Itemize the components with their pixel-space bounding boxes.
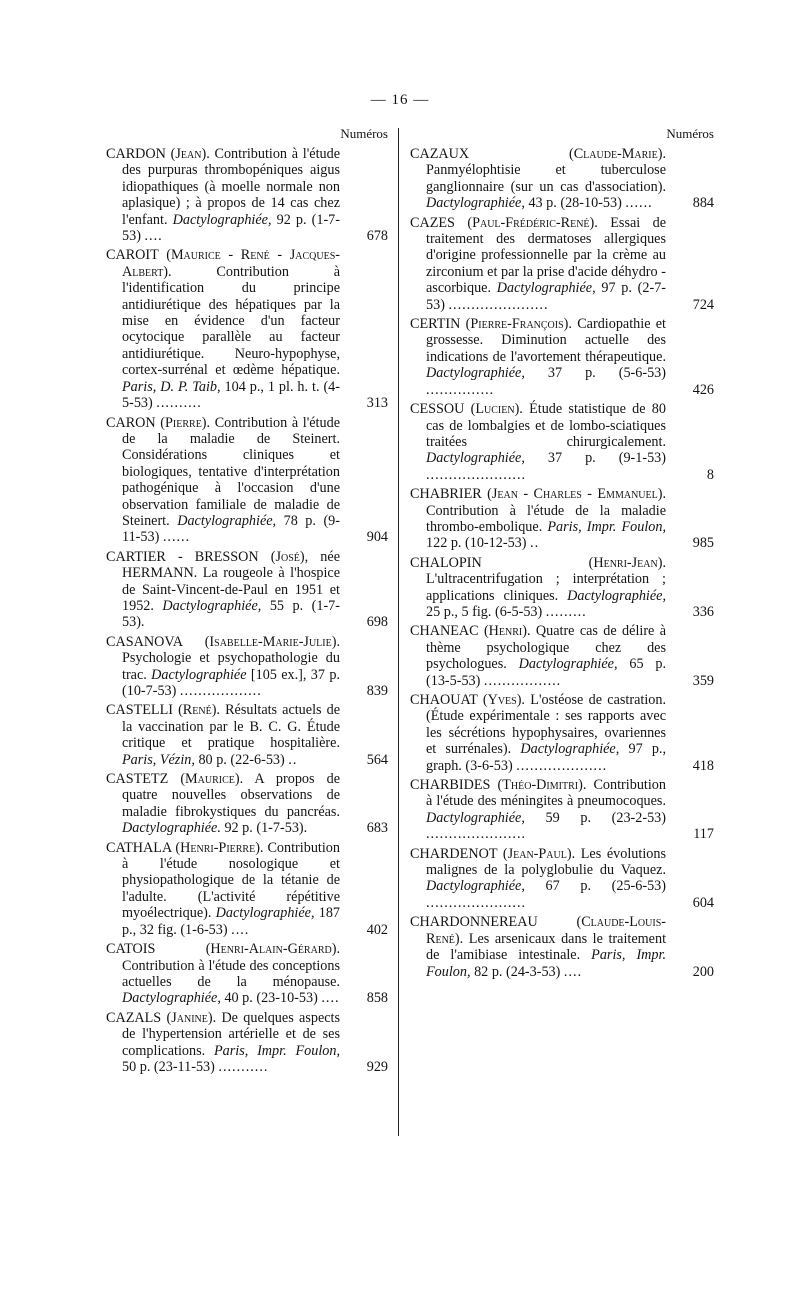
given-names: (Pierre). <box>160 414 211 431</box>
author-name: CHARDENOT <box>410 845 498 862</box>
leader-dots: ...... <box>625 195 653 212</box>
given-names: (Janine). <box>166 1009 217 1026</box>
given-names: (Henri-Pierre). <box>175 839 264 856</box>
publication-info: Dactylographiée, <box>172 211 272 228</box>
given-names: (Lucien). <box>470 401 523 418</box>
publication-info: Dactylographiée, <box>426 450 525 467</box>
publication-info: Dactylographiée, <box>496 280 596 297</box>
entry-number: 426 <box>692 381 714 398</box>
entry-number: 418 <box>692 757 714 774</box>
publication-info: Paris, Impr. Foulon, <box>547 518 666 535</box>
entry-number: 698 <box>366 614 388 631</box>
entry-title: Contribution à l'étude nosologique et physiopathologique de la tétanie de l'adulte. (L'activité répétitive myoélectrique). <box>122 839 340 922</box>
entry-title: Contribution à l'étude de la maladie de Steinert. Considérations cliniques et biologiques, tentative d'interprétation pathogénique à l'occasion d'une observation familiale de maladie de Steinert. <box>122 414 340 529</box>
author-name: CASTETZ <box>106 771 169 788</box>
bibliography-entry <box>410 777 714 843</box>
entry-number: 604 <box>692 894 714 911</box>
pagination-date: 122 p. (10-12-53) <box>426 535 527 552</box>
leader-dots: .......... <box>156 395 202 412</box>
bibliography-entry <box>106 146 388 244</box>
given-names: (Maurice - René - Jacques-Albert). <box>122 247 340 280</box>
author-name: CATHALA <box>106 839 172 856</box>
publication-info: Dactylographiée <box>151 666 247 683</box>
leader-dots: ...................... <box>426 826 527 843</box>
bibliography-entry <box>106 771 388 837</box>
entry-title: Contribution à l'étude des purpuras thrombopéniques aigus idiopathiques (à moelle normale non aplasique) ; à propos de 14 cas chez l'enfant. <box>122 146 341 228</box>
publication-info: Dactylographiée, <box>520 741 620 758</box>
given-names: (Claude-Marie). <box>568 146 666 162</box>
bibliography-entry <box>410 486 714 552</box>
left-column <box>106 126 388 1078</box>
entry-number: 985 <box>692 535 714 552</box>
author-name: CHARBIDES <box>410 777 491 794</box>
leader-dots: ................. <box>483 672 562 689</box>
author-name: CAROIT <box>106 247 159 264</box>
entry-title: Panmyélophtisie et tuberculose ganglionnaire (sur un cas d'association). <box>426 162 666 195</box>
numeros-header-left: Numéros <box>340 126 388 141</box>
entry-title: Contribution à l'étude des conceptions actuelles de la ménopause. <box>122 957 340 990</box>
bibliography-entry <box>410 692 714 774</box>
author-name: CHABRIER <box>410 486 482 503</box>
column-divider <box>398 128 399 1136</box>
leader-dots: .. <box>530 535 540 552</box>
bibliography-entry <box>106 634 388 700</box>
pagination-date: 37 p. (5-6-53) <box>547 365 666 382</box>
publication-info: Dactylographiée, <box>518 656 618 673</box>
bibliography-entry <box>410 316 714 398</box>
entry-title: Étude statistique de 80 cas de lombalgies et de lombo-sciatiques traitées chirurgicalement. <box>426 401 666 450</box>
author-name: CASANOVA <box>106 633 183 650</box>
author-name: CHANEAC <box>410 623 479 640</box>
pagination-date: 80 p. (22-6-53) <box>198 751 285 768</box>
publication-info: Dactylographiée, <box>215 905 315 922</box>
given-names: (Théo-Dimitri). <box>497 777 587 794</box>
entry-number: 336 <box>692 603 714 620</box>
entry-title: Les évolutions malignes de la polyglobulie du Vaquez. <box>426 845 666 879</box>
given-names: (Jean-Paul). <box>502 845 576 862</box>
given-names: (Isabelle-Marie-Julie). <box>204 633 340 650</box>
leader-dots: .................... <box>516 757 608 774</box>
entry-title: Contribution à l'étude de la maladie thrombo-embolique. <box>426 502 666 535</box>
entry-number: 839 <box>366 683 388 699</box>
pagination-date: 82 p. (24-3-53) <box>474 963 561 980</box>
author-name: CARDON <box>106 146 166 162</box>
entry-title: De quelques aspects de l'hypertension artérielle et de ses complications. <box>122 1009 340 1059</box>
given-names: (Henri-Jean). <box>588 554 666 571</box>
given-names: (José), <box>270 548 309 565</box>
pagination-date: 37 p. (9-1-53) <box>547 450 666 467</box>
bibliography-entry <box>410 215 714 313</box>
entry-title: Essai de traitement des dermatoses allergiques d'origine professionnelle par la crème au zirconium et par la prise d'acide déhydro - ascorbique. <box>426 214 667 297</box>
leader-dots: ......... <box>545 603 587 620</box>
entry-number: 200 <box>692 963 714 980</box>
entry-number: 724 <box>692 296 714 313</box>
publication-info: Dactylographiée, <box>426 809 525 826</box>
numeros-header-right: Numéros <box>666 126 714 141</box>
pagination-date: 55 p. (1-7-53). <box>122 597 340 631</box>
publication-info: Dactylographiée. <box>122 820 221 837</box>
bibliography-entry <box>106 941 388 1007</box>
author-name: CHARDONNEREAU <box>410 914 538 931</box>
bibliography-entry <box>410 146 714 212</box>
leader-dots: .... <box>563 963 583 980</box>
given-names: (Paul-Frédéric-René). <box>467 214 598 231</box>
right-column <box>410 126 714 983</box>
bibliography-entry <box>410 555 714 621</box>
entry-title: née HERMANN. La rougeole à l'hospice de Saint-Vincent-de-Paul en 1951 et 1952. <box>122 548 340 614</box>
entry-number: 359 <box>692 672 714 689</box>
right-entries <box>410 146 714 980</box>
publication-info: Dactylographiée, <box>567 587 666 604</box>
publication-info: Dactylographiée, <box>177 512 277 529</box>
entry-title: Psychologie et psychopathologie du trac. <box>122 650 340 683</box>
entry-number: 884 <box>692 195 714 212</box>
author-name: CESSOU <box>410 401 465 418</box>
entry-number: 564 <box>366 751 388 768</box>
pagination-date: 25 p., 5 fig. (6-5-53) <box>426 603 543 620</box>
pagination-date: 78 p. (9-11-53) <box>122 512 341 546</box>
entry-number: 683 <box>366 820 388 837</box>
leader-dots: .... <box>321 990 340 1007</box>
leader-dots: .... <box>144 228 163 245</box>
entry-number: 8 <box>706 466 714 483</box>
given-names: (René). <box>178 702 220 719</box>
pagination-date: 104 p., 1 pl. h. t. (4-5-53) <box>122 378 340 412</box>
publication-info: Dactylographiée, <box>426 365 525 382</box>
pagination-date: 67 p. (25-6-53) <box>545 878 666 895</box>
entry-title: Contribution à l'étude des méningites à pneumocoques. <box>426 777 666 810</box>
given-names: (Yves). <box>482 692 525 708</box>
bibliography-entry <box>410 401 714 483</box>
pagination-date: 187 p., 32 fig. (1-6-53) <box>122 905 340 938</box>
publication-info: Paris, D. P. Taib, <box>122 378 221 395</box>
entry-title: Cardiopathie et grossesse. Diminution actuelle des indications de l'avortement thérapeutique. <box>426 316 666 365</box>
pagination-date: 40 p. (23-10-53) <box>224 990 318 1007</box>
leader-dots: .................. <box>179 683 262 699</box>
publication-info: Paris, Impr. Foulon, <box>426 947 666 980</box>
bibliography-entry <box>106 549 388 631</box>
publication-info: Paris, Vézin, <box>122 751 195 768</box>
entry-number: 117 <box>693 826 714 843</box>
entry-title: A propos de quatre nouvelles observations de maladie fibrokystiques du pancréas. <box>122 771 340 820</box>
bibliography-entry <box>410 846 714 912</box>
author-name: CHAOUAT <box>410 692 478 708</box>
publication-info: Dactylographiée, <box>426 195 525 212</box>
given-names: (Maurice). <box>180 771 244 788</box>
bibliography-entry <box>106 1010 388 1076</box>
leader-dots: ...... <box>162 529 191 546</box>
entry-number: 904 <box>366 529 388 546</box>
entry-number: 929 <box>366 1058 388 1075</box>
author-name: CAZALS <box>106 1009 162 1026</box>
leader-dots: ............... <box>426 381 495 398</box>
pagination-date: 97 p., graph. (3-6-53) <box>426 741 667 774</box>
bibliography-entry <box>410 914 714 980</box>
leader-dots: ...................... <box>448 296 549 313</box>
publication-info: Paris, Impr. Foulon, <box>213 1042 340 1059</box>
given-names: (Henri). <box>483 623 531 640</box>
given-names: (Henri-Alain-Gérard). <box>205 941 340 958</box>
given-names: (Jean - Charles - Emmanuel). <box>487 486 666 503</box>
pagination-date: 43 p. (28-10-53) <box>528 195 622 212</box>
author-name: CARON <box>106 414 156 431</box>
entry-title: Contribution à l'identification du principe antidiurétique des hépatiques par la mise en évidence d'un facteur ocytocique parallèle au facteur antidiurétique. Neuro-hypophyse, cortex-surrénal et œdème hépatique. <box>122 263 340 379</box>
pagination-date: 65 p. (13-5-53) <box>426 656 666 689</box>
author-name: CASTELLI <box>106 702 173 719</box>
author-name: CERTIN <box>410 316 461 333</box>
entry-number: 858 <box>366 990 388 1007</box>
page-number: — 16 — <box>370 92 430 108</box>
entry-number: 402 <box>366 921 388 938</box>
entry-number: 678 <box>366 228 388 245</box>
pagination-date: 97 p. (2-7-53) <box>426 280 667 313</box>
bibliography-entry <box>106 840 388 938</box>
pagination-date: 59 p. (23-2-53) <box>545 809 666 826</box>
publication-info: Dactylographiée, <box>122 990 221 1007</box>
given-names: (Jean). <box>170 146 210 162</box>
leader-dots: .. <box>288 751 298 768</box>
publication-info: Dactylographiée, <box>426 878 525 895</box>
entry-title: Résultats actuels de la vaccination par le B. C. G. Étude critique et pratique hospitalière. <box>122 702 341 752</box>
leader-dots: .... <box>231 921 250 938</box>
leader-dots: ........... <box>218 1058 269 1075</box>
bibliography-entry <box>410 623 714 689</box>
entry-title: Les arsenicaux dans le traitement de l'amibiase intestinale. <box>426 930 667 964</box>
entry-number: 313 <box>366 395 388 412</box>
bibliography-entry <box>106 702 388 768</box>
author-name: CATOIS <box>106 941 156 958</box>
entry-title: Quatre cas de délire à thème psychologique chez des psychologues. <box>426 623 667 673</box>
left-entries <box>106 146 388 1075</box>
author-name: CAZAUX <box>410 146 470 162</box>
author-name: CHALOPIN <box>410 554 482 571</box>
pagination-date: 92 p. (1-7-53). <box>224 820 308 837</box>
leader-dots: ...................... <box>426 466 527 483</box>
given-names: (Pierre-François). <box>465 316 572 333</box>
pagination-date: [105 ex.], 37 p. (10-7-53) <box>122 666 340 699</box>
author-name: CAZES <box>410 214 455 231</box>
publication-info: Dactylographiée, <box>162 597 262 614</box>
given-names: (Claude-Louis-René). <box>426 914 666 947</box>
bibliography-entry <box>106 247 388 411</box>
entry-title: L'ultracentrifugation ; interprétation ; applications cliniques. <box>426 571 666 604</box>
author-name: CARTIER - BRESSON <box>106 548 259 565</box>
pagination-date: 50 p. (23-11-53) <box>122 1058 215 1075</box>
pagination-date: 92 p. (1-7-53) <box>122 211 341 245</box>
bibliography-entry <box>106 415 388 546</box>
entry-title: L'ostéose de castration. (Étude expérimentale : ses rapports avec les sécrétions hypophysaires, ovariennes et surrénales). <box>426 692 666 758</box>
leader-dots: ...................... <box>426 894 527 911</box>
